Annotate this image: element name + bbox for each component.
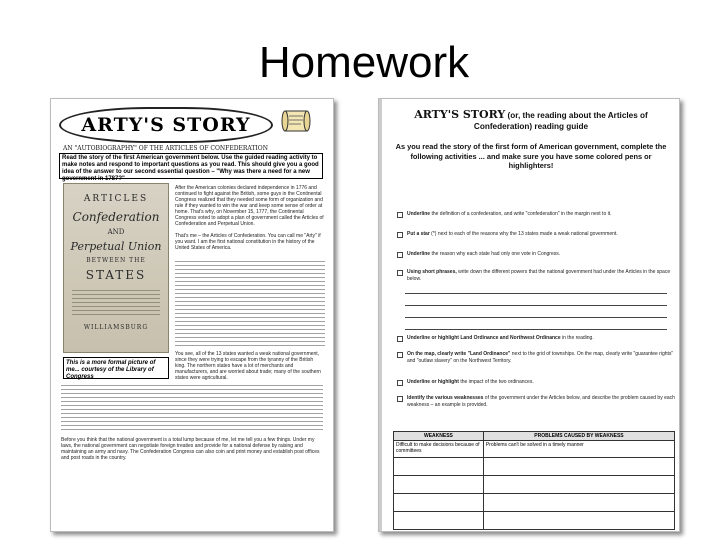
task-text: of the government under the Articles below, and describe the problem caused by each weakness – an example is provided.: [407, 395, 675, 408]
answer-line: [405, 293, 667, 294]
story-text-lines-2: [61, 385, 323, 433]
story-paragraph-4: Before you think that the national government is a total lump because of me, let me tell you a few things. Under my laws, the national government can negotiate foreign treaties and provide for a national defense by raising and maintaining an army and navy. The Confederation Congress can also coin and print money and establish post offices and post roads in the country.: [61, 437, 320, 461]
task-bold: Underline or highlight: [407, 379, 459, 385]
task-bold: Underline: [407, 211, 431, 217]
task-item: [397, 251, 675, 258]
answer-line: [405, 317, 667, 318]
task-text: the reason why each state had only one vote in Congress.: [430, 251, 561, 257]
task-text: (*) next to each of the reasons why the 13 states made a weak national government.: [429, 231, 618, 237]
book-line-articles: ARTICLES: [83, 194, 149, 204]
task-text: the definition of a confederation, and write "confederation" in the margin next to it.: [430, 211, 612, 217]
weakness-table: [393, 431, 675, 530]
task-bold: Identify the various weaknesses: [407, 395, 484, 401]
checkbox-icon: [397, 252, 403, 258]
column-header-weakness: WEAKNESS: [394, 432, 484, 441]
table-cell: [394, 458, 484, 476]
checkbox-icon: [397, 270, 403, 276]
task-item: [397, 395, 675, 408]
task-bold: Using short phrases,: [407, 269, 457, 275]
table-row: [394, 494, 675, 512]
book-line-williamsburg: WILLIAMSBURG: [83, 324, 149, 331]
table-row: [394, 441, 675, 458]
task-text: in the reading.: [560, 335, 594, 341]
checkbox-icon: [397, 336, 403, 342]
task-item: [397, 269, 675, 282]
task-bold: On the map, clearly write "Land Ordinance": [407, 351, 511, 357]
table-cell: [483, 476, 674, 494]
table-cell: [394, 512, 484, 530]
checkbox-icon: [397, 352, 403, 358]
task-text: next to the grid of townships. On the map, clearly write "guarantee rights" and "outlaw slavery" on the Northwest Territory.: [407, 351, 674, 364]
story-text-lines: [175, 261, 325, 347]
image-caption: This is a more formal picture of me... courtesy of the Library of Congress: [63, 357, 169, 379]
intro-box: Read the story of the first American government below. Use the guided reading activity to make notes and respond to important questions as you read. This should give you a good idea of the answer to our second essential question – "Why was there a need for a new government in 1787?": [59, 153, 323, 179]
table-cell: [483, 512, 674, 530]
reading-guide-instructions: As you read the story of the first form of American government, complete the following activities ... and make sure you have some colored pens or highlighters!: [395, 142, 667, 170]
checkbox-icon: [397, 396, 403, 402]
table-row: [394, 458, 675, 476]
task-item: [397, 351, 675, 364]
column-header-problems: PROBLEMS CAUSED BY WEAKNESS: [483, 432, 674, 441]
book-line-confederation: Confederation: [72, 210, 160, 224]
table-row: [394, 512, 675, 530]
task-item: [397, 335, 675, 342]
heading-bold: ARTY'S STORY: [414, 108, 506, 121]
scroll-icon: [279, 105, 313, 137]
book-line-perpetual: Perpetual Union: [70, 240, 162, 253]
table-cell: [394, 494, 484, 512]
story-paragraph-2: That's me – the Articles of Confederation. You can call me "Arty" if you want. I am the first national constitution in the history of the United States of America.: [175, 233, 321, 251]
right-document-image: [378, 98, 680, 532]
slide-title: Homework: [258, 38, 470, 87]
answer-line: [405, 305, 667, 306]
table-header-row: [394, 432, 675, 441]
checkbox-icon: [397, 232, 403, 238]
answer-line: [405, 329, 667, 330]
book-line-states: STATES: [85, 268, 147, 282]
table-row: [394, 476, 675, 494]
table-cell-weakness: Difficult to make decisions because of committees: [394, 441, 484, 458]
table-cell: [483, 458, 674, 476]
reading-guide-heading: [389, 109, 673, 132]
task-text: write down the different powers that the national government had under the Articles in the space below.: [407, 269, 671, 282]
table-cell: [483, 494, 674, 512]
book-line-between: BETWEEN THE: [86, 257, 146, 264]
table-cell: [394, 476, 484, 494]
doc-subtitle: AN "AUTOBIOGRAPHY" OF THE ARTICLES OF CONFEDERATION: [63, 145, 268, 152]
story-paragraph-3: You see, all of the 13 states wanted a weak national government, since they were trying to escape from the tyranny of the British king. The northern states have a lot of merchants and manufacturers, and are worried about trade; many of the southern states were agricultural.: [175, 351, 321, 381]
book-line-and: AND: [107, 228, 125, 236]
task-bold: Underline or highlight Land Ordinance and Northwest Ordinance: [407, 335, 561, 341]
task-item: [397, 231, 675, 238]
story-paragraph-1: After the American colonies declared independence in 1776 and continued to fight against the British, some guys in the Continental Congress realized that they needed some form of organization and rule if they wanted to win the war and keep some sense of order at home. That's why, on November 15, 1777, the Continental Congress voted to adopt a plan of government called the Articles of Confederation and Perpetual Union.: [175, 185, 324, 227]
table-cell-problem: Problems can't be solved in a timely manner: [483, 441, 674, 458]
task-text: the impact of the two ordinances.: [458, 379, 534, 385]
page-edge: [379, 99, 382, 531]
articles-book-cover: [63, 183, 169, 353]
left-document-image: [50, 98, 334, 532]
task-bold: Underline: [407, 251, 431, 257]
task-item: [397, 379, 675, 386]
checkbox-icon: [397, 212, 403, 218]
heading-rest: (or, the reading about the Articles of Confederation) reading guide: [473, 111, 648, 131]
task-item: [397, 211, 675, 218]
task-bold: Put a star: [407, 231, 430, 237]
checkbox-icon: [397, 380, 403, 386]
arty-story-banner: ARTY'S STORY: [59, 107, 273, 143]
book-fine-print: [72, 290, 160, 318]
